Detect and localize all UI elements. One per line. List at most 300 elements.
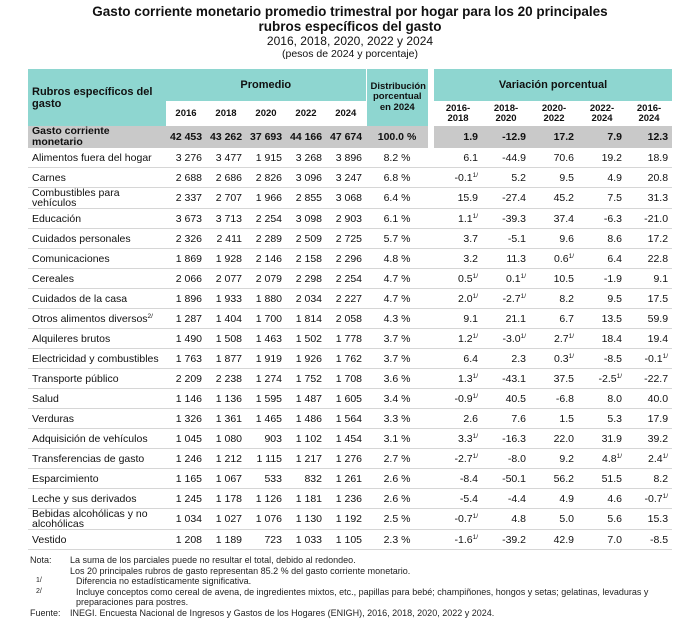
source-text: INEGI. Encuesta Nacional de Ingresos y Gastos de los Hogares (ENIGH), 2016, 2018, 2020, 2022 y 2024. — [70, 607, 495, 618]
variation-cell: $3.3^{1/}$ — [434, 429, 482, 449]
distribution-cell: 2.6 % — [366, 489, 428, 509]
value-cell: 2 079 — [246, 269, 286, 289]
footnote-mark: 1/ — [472, 533, 479, 541]
table-row — [28, 188, 672, 209]
row-label: Vestido — [28, 530, 166, 550]
variation-cell: 3.2 — [434, 249, 482, 269]
variation-cell: 10.5 — [530, 269, 578, 289]
table-row — [28, 168, 672, 188]
variation-cell: $2.0^{1/}$ — [434, 289, 482, 309]
value-cell: 1 708 — [326, 369, 366, 389]
table-row — [28, 489, 672, 509]
variation-cell: 17.2 — [626, 229, 672, 249]
distribution-cell: 5.7 % — [366, 229, 428, 249]
footnote-mark: 1/ — [520, 272, 527, 280]
value-cell: 1 700 — [246, 309, 286, 329]
header-row-groups — [28, 69, 672, 101]
variation-cell: 18.9 — [626, 148, 672, 168]
table-row — [28, 509, 672, 530]
variation-cell: 31.3 — [626, 188, 672, 209]
value-cell: 723 — [246, 530, 286, 550]
variation-cell: $-3.0^{1/}$ — [482, 329, 530, 349]
variation-cell: 39.2 — [626, 429, 672, 449]
variation-cell: 21.1 — [482, 309, 530, 329]
variation-cell: -6.8 — [530, 389, 578, 409]
variation-cell: 19.2 — [578, 148, 626, 168]
variation-cell: 9.2 — [530, 449, 578, 469]
table-row — [28, 449, 672, 469]
variation-cell: 70.6 — [530, 148, 578, 168]
variation-cell: 9.1 — [626, 269, 672, 289]
variation-cell: $0.1^{1/}$ — [482, 269, 530, 289]
variation-cell: -16.3 — [482, 429, 530, 449]
value-cell: 3 673 — [166, 209, 206, 229]
footnote-2-label: 2/ — [36, 587, 42, 595]
footnote-1-label: 1/ — [36, 577, 42, 584]
row-label: Adquisición de vehículos — [28, 429, 166, 449]
value-cell: 1 208 — [166, 530, 206, 550]
footnote-mark: 1/ — [568, 352, 575, 360]
value-cell: 1 192 — [326, 509, 366, 530]
footnote-mark: 1/ — [662, 352, 669, 360]
row-label: Comunicaciones — [28, 249, 166, 269]
variation-cell: -8.0 — [482, 449, 530, 469]
value-cell: 2 686 — [206, 168, 246, 188]
value-cell: 2 509 — [286, 229, 326, 249]
distribution-cell: 6.1 % — [366, 209, 428, 229]
value-cell: 1 487 — [286, 389, 326, 409]
variation-cell: 17.5 — [626, 289, 672, 309]
footnote-1-text: Diferencia no estadísticamente significativa. — [76, 576, 252, 586]
variation-cell: 15.3 — [626, 509, 672, 530]
variation-cell: 4.9 — [530, 489, 578, 509]
variation-cell: -8.4 — [434, 469, 482, 489]
variation-cell: 4.8 — [482, 509, 530, 530]
row-label: Gasto corriente monetario — [28, 126, 166, 148]
value-cell: 1 189 — [206, 530, 246, 550]
table-row — [28, 349, 672, 369]
total-row — [28, 126, 672, 148]
header-period-start: 2018- — [493, 102, 519, 114]
variation-cell: $-2.5^{1/}$ — [578, 369, 626, 389]
variation-cell: 42.9 — [530, 530, 578, 550]
variation-cell: 37.5 — [530, 369, 578, 389]
variation-cell: $-0.1^{1/}$ — [626, 349, 672, 369]
value-cell: 2 209 — [166, 369, 206, 389]
value-cell: 2 058 — [326, 309, 366, 329]
value-cell: 2 903 — [326, 209, 366, 229]
distribution-cell: 6.4 % — [366, 188, 428, 209]
table-body — [28, 126, 672, 550]
variation-cell: -43.1 — [482, 369, 530, 389]
value-cell: 3 098 — [286, 209, 326, 229]
row-label: Combustibles para vehículos — [28, 188, 166, 209]
variation-cell: $1.1^{1/}$ — [434, 209, 482, 229]
variation-cell: 6.4 — [578, 249, 626, 269]
value-cell: 1 465 — [246, 409, 286, 429]
distribution-cell: 2.3 % — [366, 530, 428, 550]
note-line-2: Los 20 principales rubros de gasto representan 85.2 % del gasto corriente monetario. — [70, 565, 411, 576]
value-cell: 2 227 — [326, 289, 366, 309]
notes — [30, 555, 680, 618]
value-cell: 1 486 — [286, 409, 326, 429]
row-label: Educación — [28, 209, 166, 229]
variation-cell: 1.9 — [434, 126, 482, 148]
footnote-mark: 1/ — [520, 292, 527, 300]
variation-cell: 4.9 — [578, 168, 626, 188]
value-cell: 1 076 — [246, 509, 286, 530]
value-cell: 1 045 — [166, 429, 206, 449]
header-period-end: 2020 — [495, 112, 517, 124]
variation-cell: -8.5 — [578, 349, 626, 369]
table-row — [28, 269, 672, 289]
variation-cell: -6.3 — [578, 209, 626, 229]
variation-cell: 8.2 — [530, 289, 578, 309]
distribution-cell: 3.1 % — [366, 429, 428, 449]
source-label: Fuente: — [30, 607, 61, 618]
table-row — [28, 329, 672, 349]
header-period-4 — [626, 101, 672, 126]
row-label: Carnes — [28, 168, 166, 188]
title-line-2: rubros específicos del gasto — [258, 19, 442, 34]
variation-cell: -5.4 — [434, 489, 482, 509]
table-row — [28, 409, 672, 429]
variation-cell: 15.9 — [434, 188, 482, 209]
distribution-cell: 4.7 % — [366, 269, 428, 289]
variation-cell: 9.1 — [434, 309, 482, 329]
footnote-mark: 1/ — [472, 392, 479, 400]
variation-cell: $-0.1^{1/}$ — [434, 168, 482, 188]
variation-cell: 11.3 — [482, 249, 530, 269]
value-cell: 1 880 — [246, 289, 286, 309]
footnote-mark: 1/ — [472, 432, 479, 440]
variation-cell: 12.3 — [626, 126, 672, 148]
value-cell: 2 034 — [286, 289, 326, 309]
variation-cell: -22.7 — [626, 369, 672, 389]
header-period-start: 2022- — [589, 102, 615, 114]
row-label: Alimentos fuera del hogar — [28, 148, 166, 168]
variation-cell: 37.4 — [530, 209, 578, 229]
value-cell: 1 165 — [166, 469, 206, 489]
header-year-2024: 2024 — [326, 101, 366, 126]
variation-cell: 8.2 — [626, 469, 672, 489]
row-label: Alquileres brutos — [28, 329, 166, 349]
header-period-3 — [578, 101, 626, 126]
distribution-cell: 2.7 % — [366, 449, 428, 469]
value-cell: 1 926 — [286, 349, 326, 369]
variation-cell: 9.5 — [578, 289, 626, 309]
header-period-0 — [434, 101, 482, 126]
value-cell: 1 502 — [286, 329, 326, 349]
table-row — [28, 429, 672, 449]
value-cell: 1 915 — [246, 148, 286, 168]
footnote-2-text: Incluye conceptos como cereal de avena, de ingredientes mixtos, etc., papillas para bebé; champiñones, hongos y setas; gelatinas, levaduras y preparaciones para postres. — [76, 586, 649, 607]
footnote-mark: 1/ — [472, 272, 479, 280]
value-cell: 2 296 — [326, 249, 366, 269]
value-cell: 1 136 — [206, 389, 246, 409]
variation-cell: 59.9 — [626, 309, 672, 329]
footnote-mark: 1/ — [472, 332, 479, 340]
table-row — [28, 369, 672, 389]
variation-cell: 22.0 — [530, 429, 578, 449]
value-cell: 3 096 — [286, 168, 326, 188]
value-cell: 1 027 — [206, 509, 246, 530]
variation-cell: $-2.7^{1/}$ — [482, 289, 530, 309]
value-cell: 3 896 — [326, 148, 366, 168]
variation-cell: 20.8 — [626, 168, 672, 188]
footnote-mark: 1/ — [472, 372, 479, 380]
variation-cell: -27.4 — [482, 188, 530, 209]
row-label: Cuidados de la casa — [28, 289, 166, 309]
value-cell: 2 707 — [206, 188, 246, 209]
distribution-cell: 2.5 % — [366, 509, 428, 530]
note-label: Nota: — [30, 555, 52, 565]
value-cell: 1 404 — [206, 309, 246, 329]
header-variacion: Variación porcentual — [498, 79, 608, 91]
variation-cell: $-0.9^{1/}$ — [434, 389, 482, 409]
variation-cell: $2.4^{1/}$ — [626, 449, 672, 469]
row-label: Verduras — [28, 409, 166, 429]
value-cell: 1 261 — [326, 469, 366, 489]
variation-cell: $0.5^{1/}$ — [434, 269, 482, 289]
value-cell: 1 605 — [326, 389, 366, 409]
value-cell: 44 166 — [286, 126, 326, 148]
value-cell: 2 688 — [166, 168, 206, 188]
value-cell: 43 262 — [206, 126, 246, 148]
variation-cell: 6.1 — [434, 148, 482, 168]
distribution-cell: 3.7 % — [366, 329, 428, 349]
row-label: Esparcimiento — [28, 469, 166, 489]
value-cell: 1 778 — [326, 329, 366, 349]
header-year-2020: 2020 — [246, 101, 286, 126]
variation-cell: $-2.7^{1/}$ — [434, 449, 482, 469]
variation-cell: $-1.6^{1/}$ — [434, 530, 482, 550]
header-rubros: Rubros específicos del gasto — [28, 69, 166, 126]
value-cell: 3 276 — [166, 148, 206, 168]
value-cell: 1 126 — [246, 489, 286, 509]
variation-cell: 7.6 — [482, 409, 530, 429]
variation-cell: 6.4 — [434, 349, 482, 369]
value-cell: 3 477 — [206, 148, 246, 168]
value-cell: 1 130 — [286, 509, 326, 530]
table-row — [28, 249, 672, 269]
value-cell: 2 337 — [166, 188, 206, 209]
value-cell: 1 454 — [326, 429, 366, 449]
value-cell: 1 763 — [166, 349, 206, 369]
value-cell: 1 105 — [326, 530, 366, 550]
title-units: (pesos de 2024 y porcentaje) — [281, 48, 418, 60]
value-cell: 1 877 — [206, 349, 246, 369]
row-label: Cuidados personales — [28, 229, 166, 249]
value-cell: 1 762 — [326, 349, 366, 369]
footnote-mark: 1/ — [568, 252, 575, 260]
variation-cell: 7.5 — [578, 188, 626, 209]
distribution-cell: 4.8 % — [366, 249, 428, 269]
header-year-2018: 2018 — [206, 101, 246, 126]
distribution-cell: 3.4 % — [366, 389, 428, 409]
title-years: 2016, 2018, 2020, 2022 y 2024 — [266, 34, 434, 48]
variation-cell: -50.1 — [482, 469, 530, 489]
value-cell: 1 146 — [166, 389, 206, 409]
variation-cell: 56.2 — [530, 469, 578, 489]
variation-cell: $1.2^{1/}$ — [434, 329, 482, 349]
value-cell: 1 217 — [286, 449, 326, 469]
value-cell: 1 274 — [246, 369, 286, 389]
variation-cell: $-0.7^{1/}$ — [434, 509, 482, 530]
value-cell: 1 361 — [206, 409, 246, 429]
variation-cell: 7.0 — [578, 530, 626, 550]
value-cell: 2 289 — [246, 229, 286, 249]
value-cell: 2 855 — [286, 188, 326, 209]
variation-cell: 7.9 — [578, 126, 626, 148]
variation-cell: 8.0 — [578, 389, 626, 409]
value-cell: 3 268 — [286, 148, 326, 168]
value-cell: 1 752 — [286, 369, 326, 389]
value-cell: 1 102 — [286, 429, 326, 449]
value-cell: 2 066 — [166, 269, 206, 289]
table-row — [28, 309, 672, 329]
header-period-1 — [482, 101, 530, 126]
variation-cell: -4.4 — [482, 489, 530, 509]
distribution-cell: 3.7 % — [366, 349, 428, 369]
distribution-cell: 4.7 % — [366, 289, 428, 309]
header-distribucion: Distribución porcentual en 2024 — [366, 69, 428, 126]
row-label: Bebidas alcohólicas y no alcohólicas — [28, 509, 166, 530]
value-cell: 3 247 — [326, 168, 366, 188]
variation-cell: 17.2 — [530, 126, 578, 148]
header-period-end: 2024 — [638, 112, 660, 124]
footnote-mark: 1/ — [472, 513, 479, 520]
header-period-end: 2018 — [447, 112, 469, 124]
variation-cell: -21.0 — [626, 209, 672, 229]
distribution-cell: 3.6 % — [366, 369, 428, 389]
value-cell: 1 966 — [246, 188, 286, 209]
variation-cell: $1.3^{1/}$ — [434, 369, 482, 389]
value-cell: 3 068 — [326, 188, 366, 209]
value-cell: 1 181 — [286, 489, 326, 509]
table-row — [28, 229, 672, 249]
distribution-cell: 6.8 % — [366, 168, 428, 188]
value-cell: 2 725 — [326, 229, 366, 249]
variation-cell: 31.9 — [578, 429, 626, 449]
value-cell: 2 298 — [286, 269, 326, 289]
value-cell: 3 713 — [206, 209, 246, 229]
value-cell: 832 — [286, 469, 326, 489]
header-year-2016: 2016 — [166, 101, 206, 126]
note-line-1: La suma de los parciales puede no resultar el total, debido al redondeo. — [70, 555, 356, 565]
footnote-mark: 1/ — [616, 452, 623, 460]
value-cell: 1 287 — [166, 309, 206, 329]
row-label: Cereales — [28, 269, 166, 289]
value-cell: 1 814 — [286, 309, 326, 329]
variation-cell: $0.3^{1/}$ — [530, 349, 578, 369]
value-cell: 42 453 — [166, 126, 206, 148]
variation-cell: 45.2 — [530, 188, 578, 209]
value-cell: 37 693 — [246, 126, 286, 148]
variation-cell: 22.8 — [626, 249, 672, 269]
variation-cell: 40.0 — [626, 389, 672, 409]
variation-cell: -1.9 — [578, 269, 626, 289]
variation-cell: -12.9 — [482, 126, 530, 148]
variation-cell: 13.5 — [578, 309, 626, 329]
variation-cell: 18.4 — [578, 329, 626, 349]
value-cell: 1 595 — [246, 389, 286, 409]
variation-cell: 5.2 — [482, 168, 530, 188]
variation-cell: 51.5 — [578, 469, 626, 489]
value-cell: 2 158 — [286, 249, 326, 269]
distribution-cell: 8.2 % — [366, 148, 428, 168]
variation-cell: -39.2 — [482, 530, 530, 550]
header-year-2022: 2022 — [286, 101, 326, 126]
variation-cell: -5.1 — [482, 229, 530, 249]
distribution-cell: 4.3 % — [366, 309, 428, 329]
table-row — [28, 148, 672, 168]
variation-cell: $2.7^{1/}$ — [530, 329, 578, 349]
table-row — [28, 209, 672, 229]
table-row — [28, 530, 672, 550]
variation-cell: 19.4 — [626, 329, 672, 349]
value-cell: 1 080 — [206, 429, 246, 449]
footnote-mark: 1/ — [662, 492, 669, 500]
variation-cell: $0.6^{1/}$ — [530, 249, 578, 269]
value-cell: 1 236 — [326, 489, 366, 509]
value-cell: 1 919 — [246, 349, 286, 369]
value-cell: 903 — [246, 429, 286, 449]
variation-cell: 9.6 — [530, 229, 578, 249]
variation-cell: 1.5 — [530, 409, 578, 429]
variation-cell: -44.9 — [482, 148, 530, 168]
value-cell: 1 033 — [286, 530, 326, 550]
table-row — [28, 469, 672, 489]
variation-cell: 9.5 — [530, 168, 578, 188]
header-period-start: 2020- — [541, 102, 567, 114]
value-cell: 2 254 — [246, 209, 286, 229]
header-period-end: 2022 — [543, 112, 565, 124]
variation-cell: 8.6 — [578, 229, 626, 249]
value-cell: 1 246 — [166, 449, 206, 469]
variation-cell: 6.7 — [530, 309, 578, 329]
value-cell: 1 115 — [246, 449, 286, 469]
variation-cell: 5.6 — [578, 509, 626, 530]
value-cell: 533 — [246, 469, 286, 489]
header-period-end: 2024 — [591, 112, 613, 124]
distribution-cell: 3.3 % — [366, 409, 428, 429]
value-cell: 1 508 — [206, 329, 246, 349]
footnote-mark: 1/ — [472, 212, 479, 220]
value-cell: 2 826 — [246, 168, 286, 188]
row-label: Transferencias de gasto — [28, 449, 166, 469]
value-cell: 1 326 — [166, 409, 206, 429]
value-cell: 2 077 — [206, 269, 246, 289]
variation-cell: 17.9 — [626, 409, 672, 429]
variation-cell: 2.3 — [482, 349, 530, 369]
value-cell: 2 326 — [166, 229, 206, 249]
variation-cell: -8.5 — [626, 530, 672, 550]
variation-cell: $-0.7^{1/}$ — [626, 489, 672, 509]
value-cell: 1 034 — [166, 509, 206, 530]
value-cell: 1 933 — [206, 289, 246, 309]
value-cell: 2 146 — [246, 249, 286, 269]
value-cell: 1 178 — [206, 489, 246, 509]
value-cell: 1 490 — [166, 329, 206, 349]
footnote-mark: 1/ — [662, 452, 669, 460]
variation-cell: 5.0 — [530, 509, 578, 530]
footnote-mark: 2/ — [147, 312, 153, 320]
footnote-mark: 1/ — [472, 292, 479, 300]
header-period-2 — [530, 101, 578, 126]
value-cell: 2 238 — [206, 369, 246, 389]
footnote-mark: 1/ — [472, 171, 479, 179]
